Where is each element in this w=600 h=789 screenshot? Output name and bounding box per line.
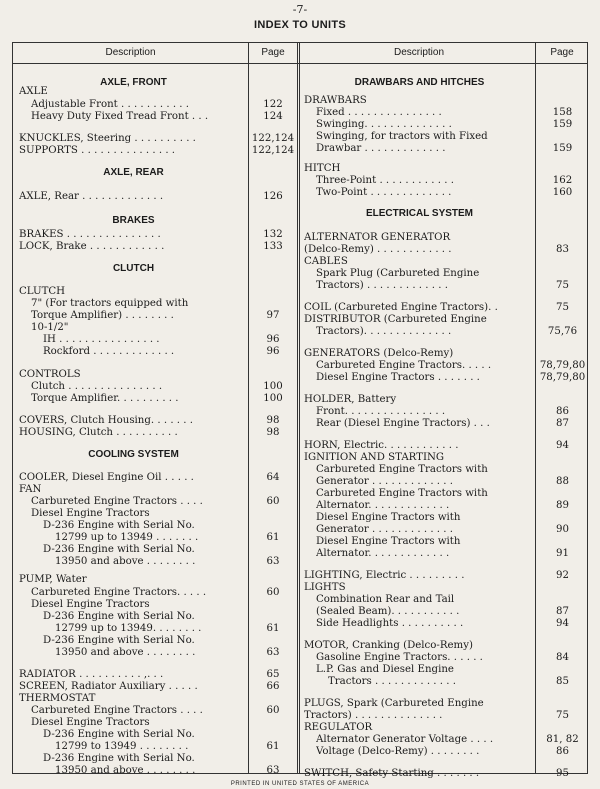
- left-page-number: 132: [263, 229, 283, 240]
- left-index-entry: SUPPORTS . . . . . . . . . . . . . . .: [19, 145, 176, 156]
- left-section-heading: AXLE, FRONT: [100, 77, 167, 88]
- left-index-entry: Diesel Engine Tractors: [31, 599, 150, 610]
- left-index-entry: D-236 Engine with Serial No.: [43, 753, 195, 764]
- left-page-number: 63: [266, 765, 280, 776]
- left-index-entry: IH . . . . . . . . . . . . . . . .: [43, 334, 160, 345]
- right-index-entry: Swinging, for tractors with Fixed: [316, 131, 488, 142]
- left-page-number: 60: [266, 587, 280, 598]
- right-page-number: 95: [556, 768, 569, 779]
- left-index-entry: THERMOSTAT: [19, 693, 96, 704]
- right-index-entry: Tractors). . . . . . . . . . . . . .: [316, 326, 452, 337]
- left-index-entry: Torque Amplifier) . . . . . . . .: [31, 310, 174, 321]
- right-page-number: 88: [556, 476, 569, 487]
- right-index-entry: Gasoline Engine Tractors. . . . . .: [316, 652, 483, 663]
- left-index-entry: 12799 up to 13949. . . . . . . .: [55, 623, 202, 634]
- right-index-entry: ALTERNATOR GENERATOR: [304, 232, 451, 243]
- left-index-entry: Adjustable Front . . . . . . . . . . .: [31, 99, 190, 110]
- left-index-entry: HOUSING, Clutch . . . . . . . . . .: [19, 427, 178, 438]
- left-section-heading: CLUTCH: [112, 263, 155, 274]
- left-index-entry: 13950 and above . . . . . . . .: [55, 647, 196, 658]
- right-page-number: 90: [556, 524, 569, 535]
- right-page-number: 85: [556, 676, 569, 687]
- left-page-number: 100: [263, 381, 283, 392]
- left-index-entry: Heavy Duty Fixed Tread Front . . .: [31, 111, 209, 122]
- right-page-number: 87: [556, 606, 569, 617]
- right-index-entry: IGNITION AND STARTING: [304, 452, 445, 463]
- right-index-entry: GENERATORS (Delco-Remy): [304, 348, 454, 359]
- left-index-entry: KNUCKLES, Steering . . . . . . . . . .: [19, 133, 196, 144]
- left-page-number: 122,124: [251, 133, 295, 144]
- right-section-heading: DRAWBARS AND HITCHES: [354, 77, 485, 88]
- left-index-entry: 10-1/2": [31, 322, 69, 333]
- right-page-number: 159: [552, 143, 573, 154]
- right-page-number: 78,79,80: [539, 372, 586, 383]
- left-page-number: 98: [266, 415, 280, 426]
- right-page-number: 75,76: [547, 326, 578, 337]
- left-section-heading: AXLE, REAR: [103, 167, 164, 178]
- right-index-entry: LIGHTS: [304, 582, 346, 593]
- right-page-number: 78,79,80: [539, 360, 586, 371]
- left-index-entry: CLUTCH: [19, 286, 66, 297]
- left-index-entry: CONTROLS: [19, 369, 81, 380]
- right-index-entry: MOTOR, Cranking (Delco-Remy): [304, 640, 473, 651]
- left-index-entry: Diesel Engine Tractors: [31, 508, 150, 519]
- left-description-header: Description: [105, 47, 156, 58]
- right-index-entry: Three-Point . . . . . . . . . . . .: [316, 175, 454, 186]
- left-index-entry: Carbureted Engine Tractors . . . .: [31, 496, 203, 507]
- left-page-number: 122,124: [251, 145, 295, 156]
- right-page-number: 162: [552, 175, 573, 186]
- left-index-entry: 12799 up to 13949 . . . . . . .: [55, 532, 199, 543]
- index-table: [12, 42, 588, 779]
- right-page-number: 94: [556, 440, 569, 451]
- right-page-number: 89: [556, 500, 569, 511]
- left-page-number: 122: [263, 99, 283, 110]
- right-index-entry: PLUGS, Spark (Carbureted Engine: [304, 698, 484, 709]
- left-index-entry: D-236 Engine with Serial No.: [43, 520, 195, 531]
- right-page-number: 160: [552, 187, 573, 198]
- left-index-entry: AXLE: [19, 86, 48, 97]
- right-index-entry: Diesel Engine Tractors with: [316, 536, 461, 547]
- right-index-entry: HORN, Electric. . . . . . . . . . . .: [304, 440, 459, 451]
- right-page-header: Page: [550, 47, 574, 58]
- left-index-entry: COVERS, Clutch Housing. . . . . . .: [19, 415, 193, 426]
- right-index-entry: Generator . . . . . . . . . . . . .: [316, 524, 453, 535]
- left-index-entry: Carbureted Engine Tractors . . . .: [31, 705, 203, 716]
- right-index-entry: Carbureted Engine Tractors. . . . .: [316, 360, 492, 371]
- right-index-entry: LIGHTING, Electric . . . . . . . . .: [304, 570, 465, 581]
- right-index-entry: (Sealed Beam). . . . . . . . . . .: [316, 606, 460, 617]
- right-page-number: 94: [556, 618, 569, 629]
- header-rule: [13, 63, 587, 64]
- left-index-entry: AXLE, Rear . . . . . . . . . . . . .: [19, 191, 164, 202]
- right-index-entry: Drawbar . . . . . . . . . . . . .: [316, 143, 446, 154]
- right-index-entry: REGULATOR: [304, 722, 373, 733]
- right-index-entry: DISTRIBUTOR (Carbureted Engine: [304, 314, 487, 325]
- right-index-entry: Fixed . . . . . . . . . . . . . . .: [316, 107, 442, 118]
- left-index-entry: 13950 and above . . . . . . . .: [55, 765, 196, 776]
- right-index-entry: Swinging. . . . . . . . . . . . . .: [316, 119, 452, 130]
- left-page-number: 97: [266, 310, 280, 321]
- right-index-entry: Carbureted Engine Tractors with: [316, 464, 488, 475]
- right-page-number: 86: [556, 406, 569, 417]
- left-page-number: 133: [263, 241, 283, 252]
- left-index-entry: Carbureted Engine Tractors. . . . .: [31, 587, 207, 598]
- left-page-number: 124: [263, 111, 283, 122]
- left-index-entry: SCREEN, Radiator Auxiliary . . . . .: [19, 681, 198, 692]
- left-index-entry: Rockford . . . . . . . . . . . . .: [43, 346, 175, 357]
- left-index-entry: D-236 Engine with Serial No.: [43, 544, 195, 555]
- right-index-entry: SWITCH, Safety Starting . . . . . . .: [304, 768, 480, 779]
- left-page-number: 61: [266, 623, 280, 634]
- right-index-entry: Voltage (Delco-Remy) . . . . . . . .: [316, 746, 480, 757]
- right-index-entry: Rear (Diesel Engine Tractors) . . .: [316, 418, 490, 429]
- right-index-entry: Combination Rear and Tail: [316, 594, 455, 605]
- page-number: -7-: [292, 3, 308, 16]
- right-page-number: 86: [556, 746, 569, 757]
- left-index-entry: 12799 to 13949 . . . . . . . .: [55, 741, 189, 752]
- right-page-number: 75: [556, 280, 569, 291]
- right-index-entry: HOLDER, Battery: [304, 394, 397, 405]
- right-index-entry: Spark Plug (Carbureted Engine: [316, 268, 480, 279]
- left-page-number: 96: [266, 334, 280, 345]
- right-page-number: 75: [556, 710, 569, 721]
- right-index-entry: CABLES: [304, 256, 348, 267]
- left-index-entry: PUMP, Water: [19, 574, 87, 585]
- right-index-entry: Generator . . . . . . . . . . . . .: [316, 476, 453, 487]
- left-page-number: 64: [266, 472, 280, 483]
- right-description-header: Description: [393, 47, 445, 58]
- right-index-entry: (Delco-Remy) . . . . . . . . . . . .: [304, 244, 452, 255]
- left-page-number: 98: [266, 427, 280, 438]
- left-page-number: 66: [266, 681, 280, 692]
- right-page-number: 81, 82: [546, 734, 579, 745]
- left-index-entry: Clutch . . . . . . . . . . . . . . .: [31, 381, 163, 392]
- right-index-entry: Tractors) . . . . . . . . . . . . .: [316, 280, 448, 291]
- left-index-entry: D-236 Engine with Serial No.: [43, 611, 195, 622]
- left-page-number: 61: [266, 532, 280, 543]
- right-index-entry: Alternator Generator Voltage . . . .: [316, 734, 494, 745]
- left-index-entry: Torque Amplifier. . . . . . . . . .: [31, 393, 179, 404]
- left-section-heading: COOLING SYSTEM: [88, 449, 179, 460]
- left-index-entry: 7" (For tractors equipped with: [31, 298, 189, 309]
- left-index-entry: BRAKES . . . . . . . . . . . . . . .: [19, 229, 161, 240]
- right-index-entry: COIL (Carbureted Engine Tractors). .: [304, 302, 498, 313]
- footer-imprint: PRINTED IN UNITED STATES OF AMERICA: [230, 781, 370, 787]
- right-index-entry: Alternator. . . . . . . . . . . . .: [316, 548, 450, 559]
- right-page-number: 75: [556, 302, 569, 313]
- right-page-number: 87: [556, 418, 569, 429]
- right-page-number: 158: [552, 107, 573, 118]
- left-page-number: 96: [266, 346, 280, 357]
- right-index-entry: Two-Point . . . . . . . . . . . . .: [316, 187, 452, 198]
- right-index-entry: Front. . . . . . . . . . . . . . . .: [316, 406, 446, 417]
- left-index-entry: D-236 Engine with Serial No.: [43, 635, 195, 646]
- left-page-number: 60: [266, 705, 280, 716]
- right-index-entry: Diesel Engine Tractors . . . . . . .: [316, 372, 480, 383]
- right-index-entry: HITCH: [304, 163, 341, 174]
- center-column-rule: [297, 43, 300, 773]
- right-page-number: 92: [556, 570, 569, 581]
- right-index-entry: Carbureted Engine Tractors with: [316, 488, 488, 499]
- left-page-number: 126: [263, 191, 283, 202]
- left-page-number: 61: [266, 741, 280, 752]
- page-title: INDEX TO UNITS: [253, 19, 346, 31]
- left-page-header: Page: [261, 47, 285, 58]
- right-page-number: 159: [552, 119, 573, 130]
- right-index-entry: Side Headlights . . . . . . . . . .: [316, 618, 464, 629]
- left-index-entry: LOCK, Brake . . . . . . . . . . . .: [19, 241, 165, 252]
- left-page-number: 63: [266, 556, 280, 567]
- right-index-entry: Tractors . . . . . . . . . . . . .: [328, 676, 456, 687]
- right-index-entry: L.P. Gas and Diesel Engine: [316, 664, 454, 675]
- left-index-entry: FAN: [19, 484, 42, 495]
- left-index-entry: RADIATOR . . . . . . . . . . ,. . .: [19, 669, 164, 680]
- left-section-heading: BRAKES: [112, 215, 155, 226]
- left-page-number: 63: [266, 647, 280, 658]
- right-section-heading: ELECTRICAL SYSTEM: [365, 208, 474, 219]
- left-page-number: 65: [266, 669, 280, 680]
- right-page-number: 91: [556, 548, 569, 559]
- left-page-number: 100: [263, 393, 283, 404]
- left-index-entry: Diesel Engine Tractors: [31, 717, 150, 728]
- left-index-entry: 13950 and above . . . . . . . .: [55, 556, 196, 567]
- left-page-number: 60: [266, 496, 280, 507]
- left-index-entry: COOLER, Diesel Engine Oil . . . . .: [19, 472, 194, 483]
- right-index-entry: Diesel Engine Tractors with: [316, 512, 461, 523]
- right-index-entry: Alternator. . . . . . . . . . . . .: [316, 500, 450, 511]
- right-index-entry: DRAWBARS: [304, 95, 367, 106]
- right-page-number: 84: [556, 652, 569, 663]
- right-page-number: 83: [556, 244, 569, 255]
- left-index-entry: D-236 Engine with Serial No.: [43, 729, 195, 740]
- right-index-entry: Tractors) . . . . . . . . . . . . . .: [304, 710, 443, 721]
